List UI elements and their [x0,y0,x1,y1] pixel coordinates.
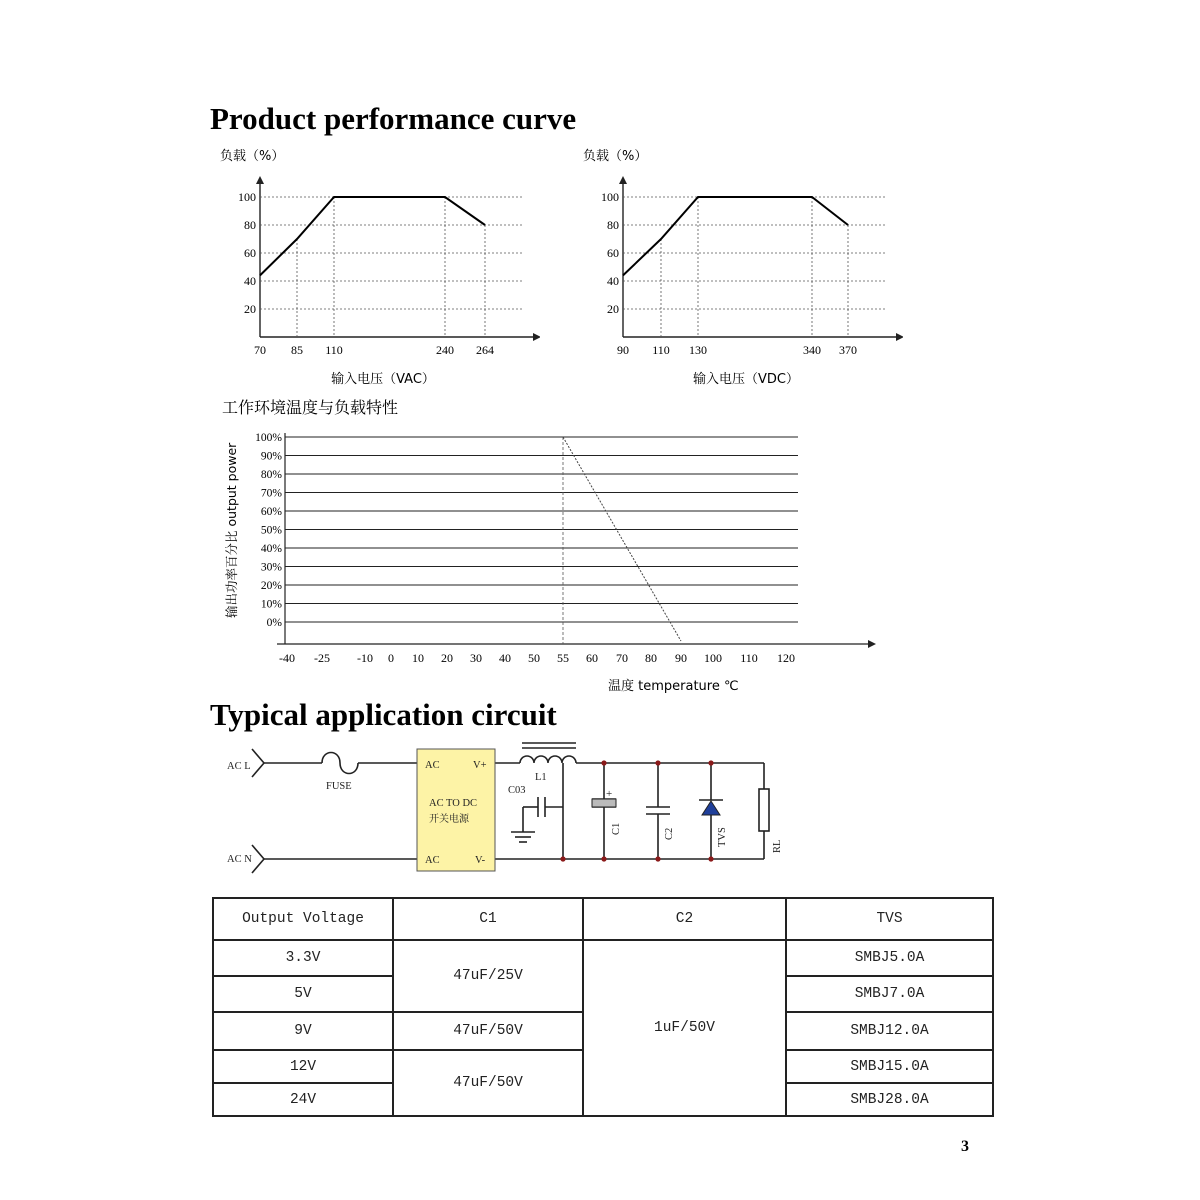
x-tick-label: 110 [652,343,670,357]
c03-label: C03 [508,785,526,796]
x-tick-label: 264 [476,343,494,357]
x-tick-label: 70 [254,343,266,357]
x-tick-label: 110 [740,651,758,665]
table-cell-voltage: 3.3V [213,940,393,976]
load-curve [260,197,485,275]
x-tick-label: 110 [325,343,343,357]
inductor-l1-icon [520,756,576,763]
x-tick-label: 30 [470,651,482,665]
y-tick-label: 30% [260,561,282,574]
module-pin-vminus: V- [475,855,486,866]
chart-title: 工作环境温度与负载特性 [222,398,399,417]
y-tick-label: 20% [260,580,282,592]
y-tick-label: 40 [244,274,256,288]
table-header: C2 [583,898,786,940]
y-tick-label: 80 [244,218,256,232]
y-axis-title: 负载（%） [583,149,648,164]
tvs-label: TVS [717,827,728,847]
inductor-label: L1 [535,772,547,783]
c1-label: C1 [611,822,622,835]
y-tick-label: 20 [244,302,256,316]
y-tick-label: 20 [607,302,619,316]
table-cell-tvs: SMBJ5.0A [786,940,993,976]
table-header: C1 [393,898,583,940]
x-tick-label: 340 [803,343,821,357]
y-tick-label: 50% [260,524,282,537]
table-cell-tvs: SMBJ28.0A [786,1083,993,1116]
y-axis-title: 负载（%） [220,149,285,164]
y-tick-label: 60 [244,246,256,260]
x-tick-label: 130 [689,343,707,357]
fuse-icon [322,753,358,774]
x-tick-label: 85 [291,343,303,357]
application-circuit [220,735,800,880]
page-number: 3 [961,1138,969,1155]
input-n-label: AC N [227,854,252,865]
x-tick-label: 90 [675,651,687,665]
module-subtitle: 开关电源 [429,814,469,825]
y-tick-label: 90% [260,450,282,463]
table-header: Output Voltage [213,898,393,940]
input-l-label: AC L [227,761,251,772]
load-resistor-icon [759,789,769,831]
chart-load-vs-vac [200,140,540,392]
y-axis-title: 输出功率百分比 output power [224,442,239,618]
y-tick-label: 70% [260,487,282,500]
table-cell-voltage: 5V [213,976,393,1012]
input-l-connector-icon [252,749,264,777]
y-tick-label: 10% [260,598,282,611]
module-title: AC TO DC [429,798,478,809]
x-tick-label: 40 [499,651,511,665]
x-axis-title: 输入电压（VDC） [693,372,799,387]
y-tick-label: 40 [607,274,619,288]
module-pin-vplus: V+ [473,760,487,771]
derating-curve [563,437,681,641]
x-tick-label: 370 [839,343,857,357]
y-tick-label: 0% [266,617,282,629]
table-cell-tvs: SMBJ15.0A [786,1050,993,1083]
x-tick-label: 120 [777,651,795,665]
x-tick-label: 240 [436,343,454,357]
table-cell-voltage: 24V [213,1083,393,1116]
table-cell-voltage: 12V [213,1050,393,1083]
x-tick-label: -40 [279,651,295,665]
module-pin-ac-bottom: AC [425,855,440,866]
y-tick-label: 100 [601,190,619,204]
x-tick-label: 80 [645,651,657,665]
x-tick-label: 20 [441,651,453,665]
x-tick-label: 90 [617,343,629,357]
c1-plus-sign: + [606,788,613,800]
x-axis-arrow-icon [533,333,540,341]
component-table [212,897,994,1117]
x-axis-arrow-icon [896,333,903,341]
performance-heading: Product performance curve [210,101,577,136]
fuse-label: FUSE [326,781,352,792]
y-tick-label: 100% [255,432,282,444]
table-cell-c1: 47uF/50V [393,1050,583,1116]
x-axis-arrow-icon [868,640,876,648]
y-tick-label: 60% [260,506,282,518]
x-axis-title: 温度 temperature ℃ [608,679,739,694]
x-tick-label: 55 [557,651,569,665]
chart-load-vs-vdc [563,140,903,392]
x-tick-label: 70 [616,651,628,665]
chart-derating-temperature [210,393,890,695]
y-tick-label: 80% [260,469,282,481]
x-tick-label: 0 [388,651,394,665]
table-cell-tvs: SMBJ7.0A [786,976,993,1012]
x-tick-label: 100 [704,651,722,665]
tvs-diode-icon [702,801,720,815]
rl-label: RL [772,839,783,853]
table-header: TVS [786,898,993,940]
load-curve [623,197,848,275]
y-tick-label: 60 [607,246,619,260]
x-tick-label: 50 [528,651,540,665]
x-tick-label: 60 [586,651,598,665]
input-n-connector-icon [252,845,264,873]
y-axis-arrow-icon [619,176,627,184]
module-pin-ac-top: AC [425,760,440,771]
table-cell-c1: 47uF/25V [393,940,583,1012]
y-tick-label: 80 [607,218,619,232]
y-axis-arrow-icon [256,176,264,184]
circuit-heading: Typical application circuit [210,697,557,732]
y-tick-label: 100 [238,190,256,204]
table-cell-c2: 1uF/50V [583,940,786,1116]
table-cell-tvs: SMBJ12.0A [786,1012,993,1050]
x-tick-label: -10 [357,651,373,665]
x-tick-label: -25 [314,651,330,665]
table-cell-c1: 47uF/50V [393,1012,583,1050]
x-tick-label: 10 [412,651,424,665]
y-tick-label: 40% [260,543,282,555]
c2-label: C2 [664,827,675,840]
x-axis-title: 输入电压（VAC） [331,372,435,387]
table-cell-voltage: 9V [213,1012,393,1050]
